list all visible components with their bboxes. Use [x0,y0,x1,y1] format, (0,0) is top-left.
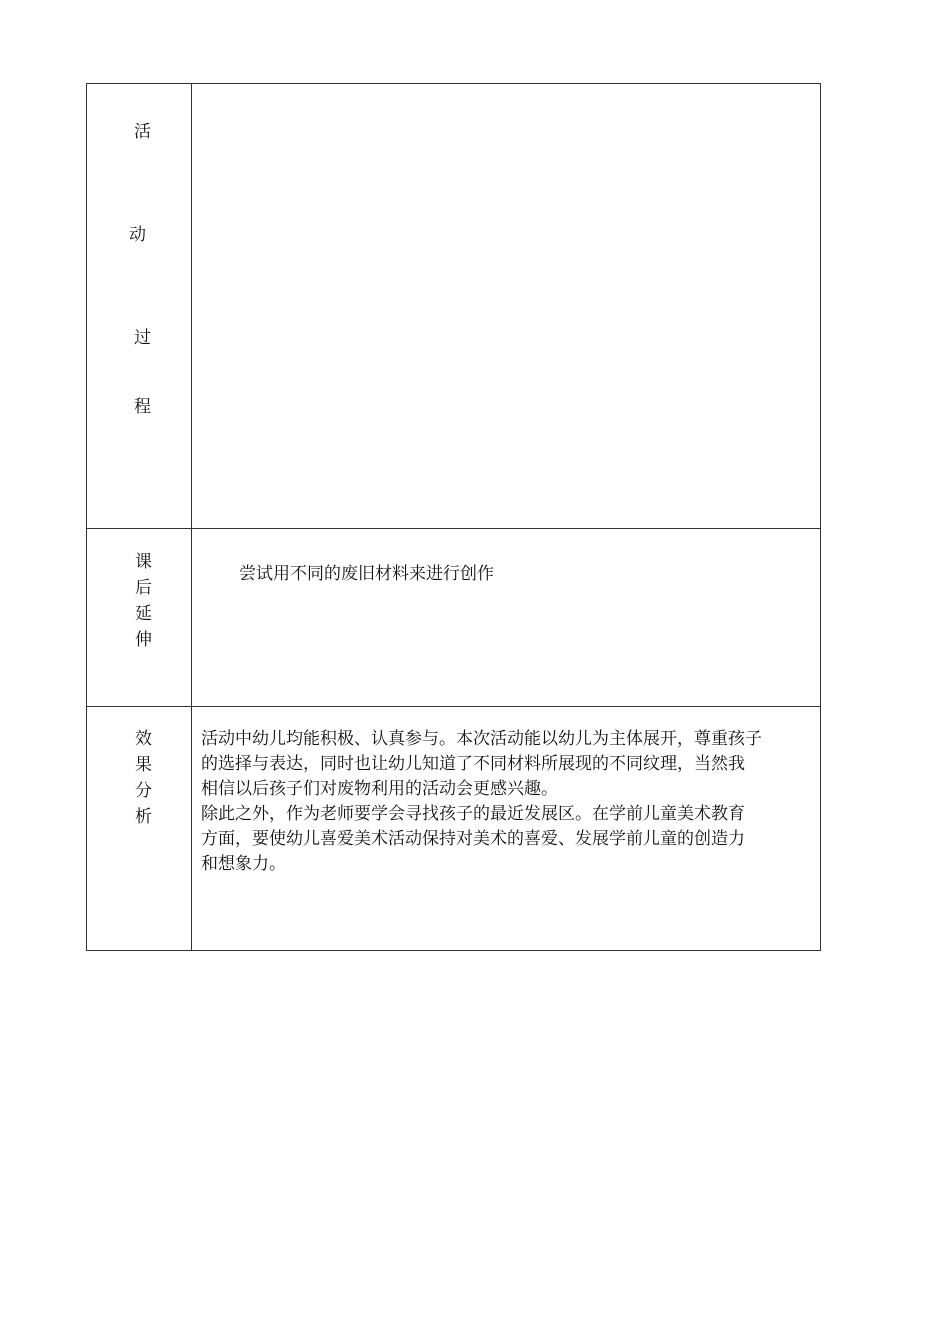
activity-process-content [192,84,820,528]
label-stack [135,726,155,830]
label-char: 课 [135,552,152,572]
activity-process-row [87,84,820,529]
label-char: 过 [134,328,151,348]
label-char: 果 [135,755,152,775]
activity-process-label [87,84,192,528]
effect-analysis-label [87,707,192,950]
label-stack [135,549,155,653]
label-char: 伸 [135,630,152,650]
after-class-extension-content [192,529,820,706]
label-char: 分 [135,781,152,801]
label-char: 后 [135,578,152,598]
extension-text: 尝试用不同的废旧材料来进行创作 [239,564,494,584]
effect-analysis-content [192,707,820,950]
label-char: 程 [134,397,151,417]
label-char: 析 [135,807,152,827]
effect-analysis-row [87,707,820,950]
label-char: 效 [135,729,152,749]
analysis-line: 除此之外，作为老师要学会寻找孩子的最近发展区。在学前儿童美术教育 [201,804,745,824]
analysis-line: 和想象力。 [201,854,286,874]
analysis-line: 活动中幼儿均能积极、认真参与。本次活动能以幼儿为主体展开，尊重孩子 [201,729,762,749]
lesson-record-table [86,83,821,951]
label-char: 延 [135,604,152,624]
after-class-extension-row [87,529,820,707]
label-char: 活 [134,122,151,142]
analysis-line: 方面，要使幼儿喜爱美术活动保持对美术的喜爱、发展学前儿童的创造力 [201,829,745,849]
analysis-line: 相信以后孩子们对废物利用的活动会更感兴趣。 [201,779,558,799]
analysis-line: 的选择与表达，同时也让幼儿知道了不同材料所展现的不同纹理，当然我 [201,754,745,774]
after-class-extension-label [87,529,192,706]
label-char: 动 [129,225,146,245]
